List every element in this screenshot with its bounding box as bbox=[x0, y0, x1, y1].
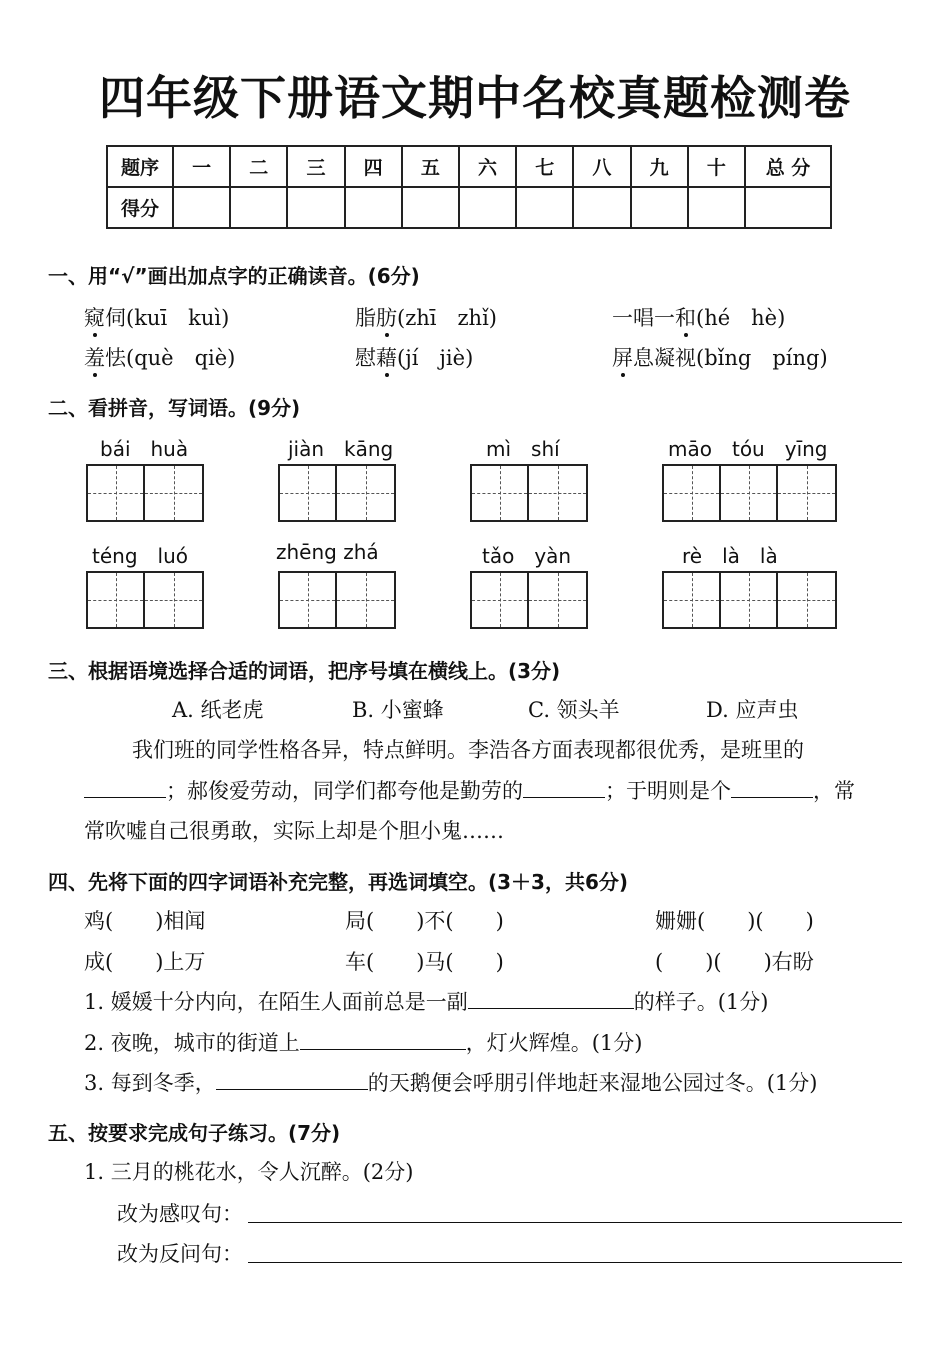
item-text: 怯(què qiè) bbox=[105, 346, 236, 370]
item-text: (zhī zhǐ) bbox=[397, 306, 497, 330]
section-5-heading: 五、按要求完成句子练习。(7分) bbox=[48, 1121, 341, 1145]
score-cell[interactable] bbox=[287, 187, 344, 228]
question-text: 的天鹅便会呼朋引伴地赶来湿地公园过冬。(1分) bbox=[367, 1071, 818, 1095]
item-text: 一唱一 bbox=[612, 306, 675, 330]
pinyin-choice-item[interactable] bbox=[612, 302, 785, 332]
answer-line[interactable] bbox=[248, 1262, 902, 1263]
dotted-char: 肪 bbox=[376, 306, 397, 330]
idiom-fill[interactable]: 姗姗( )( ) bbox=[655, 909, 814, 933]
idiom-fill[interactable]: ( )( )右盼 bbox=[655, 950, 814, 974]
fill-question-2 bbox=[84, 1027, 642, 1057]
score-cell[interactable] bbox=[688, 187, 745, 228]
section-1-heading: 一、用“√”画出加点字的正确读音。(6分) bbox=[48, 264, 420, 288]
writing-grid[interactable] bbox=[86, 571, 204, 629]
question-text: ，灯火辉煌。(1分) bbox=[465, 1031, 643, 1055]
score-cell[interactable] bbox=[516, 187, 573, 228]
pinyin-label: tǎo yàn bbox=[482, 544, 572, 568]
pinyin-choice-item[interactable] bbox=[355, 302, 497, 332]
score-cell[interactable] bbox=[459, 187, 516, 228]
pinyin-label: zhēng zhá bbox=[276, 540, 379, 564]
pinyin-label: jiàn kāng bbox=[288, 437, 394, 461]
score-col: 七 bbox=[516, 146, 573, 187]
item-text: 脂 bbox=[355, 306, 376, 330]
idiom-fill[interactable]: 成( )上万 bbox=[84, 950, 206, 974]
section-2-heading: 二、看拼音，写词语。(9分) bbox=[48, 396, 301, 420]
score-table-score-row bbox=[107, 187, 831, 228]
dotted-char: 羞 bbox=[84, 346, 105, 370]
answer-line[interactable] bbox=[248, 1222, 902, 1223]
pinyin-label: mì shí bbox=[486, 437, 560, 461]
option-d: D. 应声虫 bbox=[706, 698, 799, 722]
section-4-heading: 四、先将下面的四字词语补充完整，再选词填空。(3＋3，共6分) bbox=[48, 870, 629, 894]
answer-blank[interactable] bbox=[468, 988, 634, 1009]
question-text: 1. 媛媛十分内向，在陌生人面前总是一副 bbox=[84, 990, 468, 1014]
item-text: 伺(kuī kuì) bbox=[105, 306, 230, 330]
answer-blank[interactable] bbox=[731, 777, 813, 798]
writing-grid[interactable] bbox=[86, 464, 204, 522]
section-3-heading: 三、根据语境选择合适的词语，把序号填在横线上。(3分) bbox=[48, 659, 561, 683]
paragraph-line: 我们班的同学性格各异，特点鲜明。李浩各方面表现都很优秀，是班里的 bbox=[132, 738, 804, 762]
pinyin-label: māo tóu yīng bbox=[668, 437, 828, 461]
dotted-char: 和 bbox=[675, 306, 696, 330]
fill-question-1 bbox=[84, 986, 768, 1016]
score-cell[interactable] bbox=[230, 187, 287, 228]
rhetorical-prompt: 改为反问句： bbox=[117, 1242, 243, 1266]
dotted-char: 藉 bbox=[376, 346, 397, 370]
score-cell[interactable] bbox=[573, 187, 630, 228]
pinyin-choice-item[interactable] bbox=[84, 342, 235, 372]
pinyin-label: rè là là bbox=[682, 544, 778, 568]
score-row-label: 得分 bbox=[107, 187, 173, 228]
sentence-question: 1. 三月的桃花水，令人沉醉。(2分) bbox=[84, 1160, 414, 1184]
item-text: 息凝视(bǐng píng) bbox=[633, 346, 828, 370]
answer-blank[interactable] bbox=[84, 777, 166, 798]
paragraph-text: ，常 bbox=[813, 779, 855, 803]
paragraph-line: 常吹嘘自己很勇敢，实际上却是个胆小鬼…… bbox=[84, 819, 504, 843]
paragraph-line-with-blanks bbox=[84, 775, 855, 805]
option-b: B. 小蜜蜂 bbox=[352, 698, 444, 722]
answer-blank[interactable] bbox=[523, 777, 605, 798]
item-text: 慰 bbox=[355, 346, 376, 370]
pinyin-choice-item[interactable] bbox=[612, 342, 828, 372]
writing-grid[interactable] bbox=[278, 571, 396, 629]
paragraph-text: ；郝俊爱劳动，同学们都夸他是勤劳的 bbox=[166, 779, 523, 803]
answer-blank[interactable] bbox=[300, 1029, 466, 1050]
pinyin-choice-item[interactable] bbox=[84, 302, 229, 332]
writing-grid[interactable] bbox=[662, 571, 837, 629]
score-total-label: 总 分 bbox=[745, 146, 831, 187]
score-table bbox=[106, 145, 832, 229]
option-c: C. 领头羊 bbox=[528, 698, 620, 722]
score-col: 一 bbox=[173, 146, 230, 187]
question-text: 的样子。(1分) bbox=[633, 990, 769, 1014]
exclamation-prompt: 改为感叹句： bbox=[117, 1202, 243, 1226]
writing-grid[interactable] bbox=[278, 464, 396, 522]
answer-blank[interactable] bbox=[216, 1069, 368, 1090]
writing-grid[interactable] bbox=[662, 464, 837, 522]
page-title: 四年级下册语文期中名校真题检测卷 bbox=[99, 71, 851, 125]
dotted-char: 屏 bbox=[612, 346, 633, 370]
score-col: 五 bbox=[402, 146, 459, 187]
idiom-fill[interactable]: 鸡( )相闻 bbox=[84, 909, 206, 933]
score-table-header-row bbox=[107, 146, 831, 187]
score-cell[interactable] bbox=[173, 187, 230, 228]
score-cell[interactable] bbox=[345, 187, 402, 228]
idiom-fill[interactable]: 车( )马( ) bbox=[345, 950, 504, 974]
question-text: 2. 夜晚，城市的街道上 bbox=[84, 1031, 300, 1055]
fill-question-3 bbox=[84, 1067, 817, 1097]
item-text: (hé hè) bbox=[696, 306, 786, 330]
score-table-header-label: 题序 bbox=[107, 146, 173, 187]
writing-grid[interactable] bbox=[470, 571, 588, 629]
score-col: 二 bbox=[230, 146, 287, 187]
score-cell[interactable] bbox=[631, 187, 688, 228]
score-cell[interactable] bbox=[402, 187, 459, 228]
option-a: A. 纸老虎 bbox=[172, 698, 264, 722]
score-col: 八 bbox=[573, 146, 630, 187]
score-col: 十 bbox=[688, 146, 745, 187]
score-col: 三 bbox=[287, 146, 344, 187]
score-col: 九 bbox=[631, 146, 688, 187]
writing-grid[interactable] bbox=[470, 464, 588, 522]
question-text: 3. 每到冬季， bbox=[84, 1071, 216, 1095]
score-col: 六 bbox=[459, 146, 516, 187]
idiom-fill[interactable]: 局( )不( ) bbox=[345, 909, 504, 933]
paragraph-text: ；于明则是个 bbox=[605, 779, 731, 803]
score-col: 四 bbox=[345, 146, 402, 187]
pinyin-choice-item[interactable] bbox=[355, 342, 473, 372]
dotted-char: 窥 bbox=[84, 306, 105, 330]
pinyin-label: téng luó bbox=[92, 544, 188, 568]
score-total-cell[interactable] bbox=[745, 187, 831, 228]
pinyin-label: bái huà bbox=[100, 437, 189, 461]
item-text: (jí jiè) bbox=[397, 346, 474, 370]
